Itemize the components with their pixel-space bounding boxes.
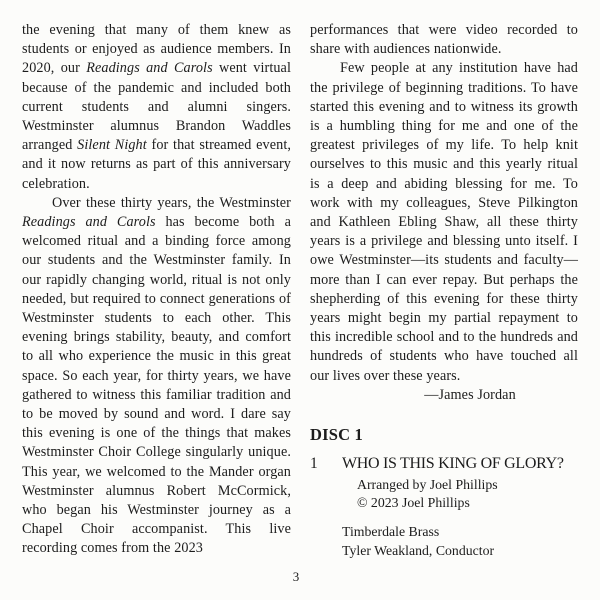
right-column <box>310 21 578 405</box>
page-number: 3 <box>292 569 300 584</box>
track-copyright: © 2023 Joel Phillips <box>357 495 470 511</box>
track-number: 1 <box>310 455 318 472</box>
performer-conductor: Tyler Weakland, Conductor <box>342 542 495 558</box>
disc-section <box>310 425 582 560</box>
track-title: WHO IS THIS KING OF GLORY? <box>342 455 564 472</box>
paragraph: Few people at any institution have had the privilege of beginning traditions. To have started this evening and to witness its growth is a humbling thing for me and one of the greatest privileges of my life. To help knit ourselves to this music and this yearly ritual is a deep and abiding blessing for me. To work with my colleagues, Steve Pilkington and Kathleen Ebling Shaw, all these thirty years is a privilege and blessing unto itself. I owe Westminster—its students and faculty—more than I can ever repay. But perhaps the shepherding of this evening for these thirty years might begin my partial repayment to this incredible school and to the hundreds and hundreds of students who have touched all our lives over these years. <box>310 60 578 384</box>
paragraph: the evening that many of them knew as students or enjoyed as audience members. In 2020, our Readings and Carols went virtual because of the pandemic and included both current students and alumni singers. Westminster alumnus Brandon Waddles arranged Silent Night for that streamed event, and it now returns as part of this anniversary celebration. <box>22 22 292 192</box>
track-listing-item <box>310 454 582 560</box>
attribution-james-jordan: —James Jordan <box>424 386 516 403</box>
paragraph: Over these thirty years, the Westminster Readings and Carols has become both a welcomed ritual and a binding force among our students and the Westminster family. In our rapidly changing world, ritual is not only needed, but required to connect generations of Westminster students to each other. This evening brings stability, beauty, and comfort to all who experience the music in this great space. So each year, for thirty years, we have gathered to witness this familiar tradition and to be moved by sound and word. I dare say this evening is one of the things that makes Westminster Choir College singularly unique. This year, we welcomed to the Mander organ Westminster alumnus Robert McCormick, who began his Westminster journey as a Chapel Choir accompanist. This live recording comes from the 2023 <box>22 194 291 557</box>
left-column <box>22 21 291 559</box>
track-credits <box>357 476 582 513</box>
track-performers <box>342 522 582 560</box>
paragraph: performances that were video recorded to share with audiences nationwide. <box>310 22 578 58</box>
performer-ensemble: Timberdale Brass <box>342 523 440 539</box>
track-arranger: Arranged by Joel Phillips <box>357 477 498 492</box>
track-body <box>342 454 582 560</box>
disc-heading: DISC 1 <box>310 425 364 444</box>
